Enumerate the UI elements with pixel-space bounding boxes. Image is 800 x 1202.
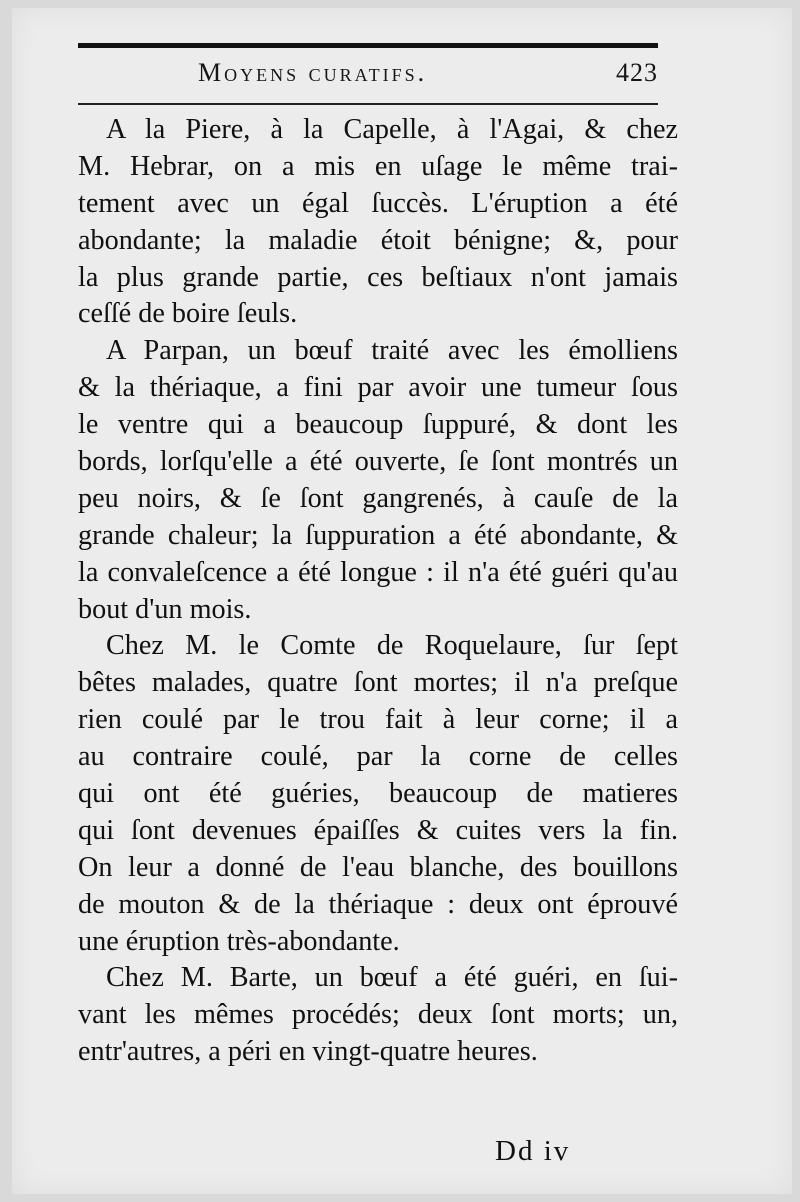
text-line: On leur a donné de l'eau blanche, des bouillons: [78, 851, 678, 883]
text-line: Chez M. le Comte de Roquelaure, ſur ſept: [106, 630, 678, 662]
text-line: ceſſé de boire ſeuls.: [78, 298, 298, 330]
text-line: peu noirs, & ſe ſont gangrenés, à cauſe de la: [78, 482, 678, 514]
running-title: Moyens curatifs.: [198, 58, 428, 87]
paragraph-barte: [78, 960, 678, 1071]
text-line: bords, lorſqu'elle a été ouverte, ſe ſont montrés un: [78, 446, 678, 478]
running-header: [78, 55, 658, 99]
text-line: qui ont été guéries, beaucoup de matieres: [78, 778, 678, 810]
text-line: Chez M. Barte, un bœuf a été guéri, en ſui-: [106, 962, 678, 994]
text-line: A Parpan, un bœuf traité avec les émolliens: [106, 335, 678, 367]
text-line: de mouton & de la thériaque : deux ont éprouvé: [78, 888, 678, 920]
text-line: bêtes malades, quatre ſont mortes; il n'a preſque: [78, 667, 678, 699]
header-top-rule: [78, 43, 658, 48]
text-line: au contraire coulé, par la corne de celles: [78, 741, 678, 773]
text-line: A la Piere, à la Capelle, à l'Agai, & chez: [106, 114, 678, 145]
text-line: tement avec un égal ſuccès. L'éruption a été: [78, 187, 678, 219]
text-line: la convaleſcence a été longue : il n'a été guéri qu'au: [78, 556, 678, 588]
text-line: une éruption très-abondante.: [78, 925, 400, 957]
text-line: rien coulé par le trou fait à leur corne; il a: [78, 704, 678, 736]
text-line: la plus grande partie, ces beſtiaux n'ont jamais: [78, 261, 678, 293]
text-line: grande chaleur; la ſuppuration a été abondante, &: [78, 519, 678, 551]
page-number: 423: [616, 58, 658, 87]
text-line: bout d'un mois.: [78, 593, 252, 625]
text-line: vant les mêmes procédés; deux ſont morts; un,: [78, 999, 678, 1031]
header-bottom-rule: [78, 103, 658, 105]
paragraph-parpan: [78, 333, 678, 628]
paragraph-la-piere: [78, 112, 678, 333]
paragraph-roquelaure: [78, 628, 678, 960]
printer-signature: Dd iv: [495, 1135, 571, 1167]
text-line: M. Hebrar, on a mis en uſage le même trai-: [78, 150, 678, 182]
main-text: [78, 112, 678, 1071]
text-line: qui ſont devenues épaiſſes & cuites vers la fin.: [78, 814, 678, 846]
text-line: abondante; la maladie étoit bénigne; &, pour: [78, 224, 678, 256]
text-line: entr'autres, a péri en vingt-quatre heures.: [78, 1036, 538, 1068]
text-line: le ventre qui a beaucoup ſuppuré, & dont les: [78, 409, 678, 441]
text-line: & la thériaque, a fini par avoir une tumeur ſous: [78, 372, 678, 404]
